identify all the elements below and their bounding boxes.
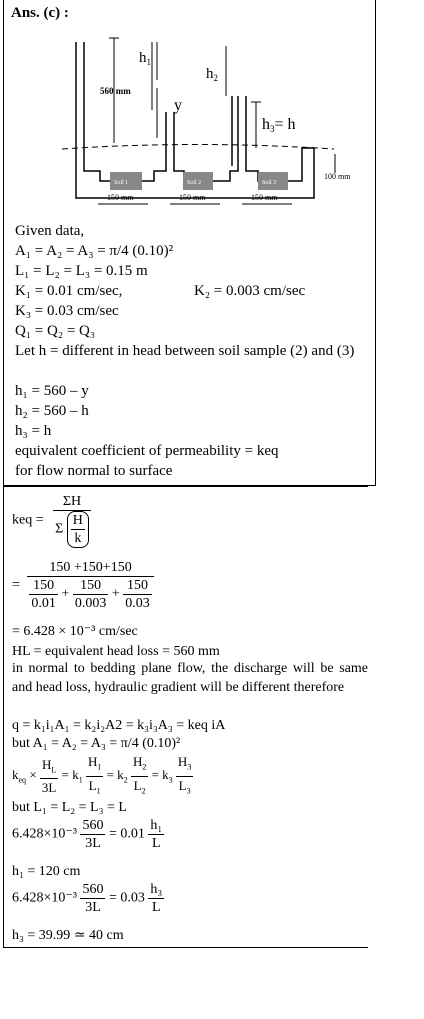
y-label: y: [174, 97, 182, 114]
dim-150-label-2: 150 mm: [179, 193, 206, 202]
h3-label: h3= h: [262, 116, 296, 134]
given-lengths: L₁ = L₂ = L₃ = 0.15 m: [15, 263, 148, 279]
h3-value: h₃ = 39.99 ≃ 40 cm: [12, 928, 124, 943]
flow-paragraph: in normal to bedding plane flow, the discharge will be same and head loss, hydraulic gradient will be different therefore: [12, 661, 368, 695]
dim-150-label-1: 150 mm: [107, 193, 134, 202]
q-equation: q = k₁i₁A₁ = k₂i₂A2 = k₃i₃A₃ = keq iA: [12, 718, 226, 733]
sum-h: ΣH: [53, 493, 91, 511]
but-areas: but A₁ = A₂ = A₃ = π/4 (0.10)²: [12, 736, 181, 751]
given-k2: K₂ = 0.003 cm/sec: [194, 283, 306, 299]
keq-result: = 6.428 × 10⁻³ cm/sec: [12, 624, 138, 639]
dim-150-label-3: 150 mm: [251, 193, 278, 202]
solution-panel: [3, 486, 368, 948]
given-h1: h₁ = 560 – y: [15, 383, 89, 399]
h1-label: $h_1$: [139, 50, 151, 67]
hl-definition: HL = equivalent head loss = 560 mm: [12, 644, 220, 659]
dim-560-label: 560 mm: [100, 86, 131, 96]
keq-formula: keq = ΣH Σ $\frac{H}{k}$: [12, 493, 91, 548]
given-intro: Given data,: [15, 223, 85, 239]
given-let-h: Let h = different in head between soil sample (2) and (3): [15, 343, 355, 359]
given-areas: A₁ = A₂ = A₃ = π/4 (0.10)²: [15, 243, 174, 259]
h3-equation: 6.428×10⁻³ $\frac{560}{3L}$ = 0.03 $\frac{\text{h₃}}{L}$: [12, 882, 163, 915]
given-flow: for flow normal to surface: [15, 463, 173, 479]
h1-value: h₁ = 120 cm: [12, 864, 81, 879]
given-h3: h₃ = h: [15, 423, 52, 439]
soil-2-label: Soil 2: [187, 180, 202, 186]
soil-3-label: Soil 3: [262, 180, 277, 186]
given-k1: K₁ = 0.01 cm/sec,: [15, 283, 123, 299]
but-lengths: but L₁ = L₂ = L₃ = L: [12, 800, 127, 815]
given-data-panel: [3, 0, 376, 486]
given-keq-def: equivalent coefficient of permeability = keq: [15, 443, 279, 459]
permeameter-figure: [4, 28, 377, 238]
gradient-equation: $k_{eq}$ × $\frac{H_L}{3L}$ = $k_1$ $\frac{H_1}{L_1}$ = $k_2$ $\frac{H_2}{L_2}$ = $k_3$ $\frac{H_3}{L_3}$: [12, 754, 192, 796]
answer-heading: Ans. (c) :: [11, 5, 69, 21]
given-k3: K₃ = 0.03 cm/sec: [15, 303, 119, 319]
dim-100-label: 100 mm: [324, 172, 351, 181]
h2-label: $h_2$: [206, 66, 218, 83]
soil-1-label: Soil 1: [114, 180, 129, 186]
keq-numeric: = 150 +150+150 $\frac{150}{0.01}$ + $\frac{150}{0.003}$ + $\frac{150}{0.03}$: [12, 559, 154, 612]
given-h2: h₂ = 560 – h: [15, 403, 89, 419]
h1-equation: 6.428×10⁻³ $\frac{560}{3L}$ = 0.01 $\frac{\text{h₁}}{L}$: [12, 818, 163, 851]
given-discharge: Q₁ = Q₂ = Q₃: [15, 323, 96, 339]
